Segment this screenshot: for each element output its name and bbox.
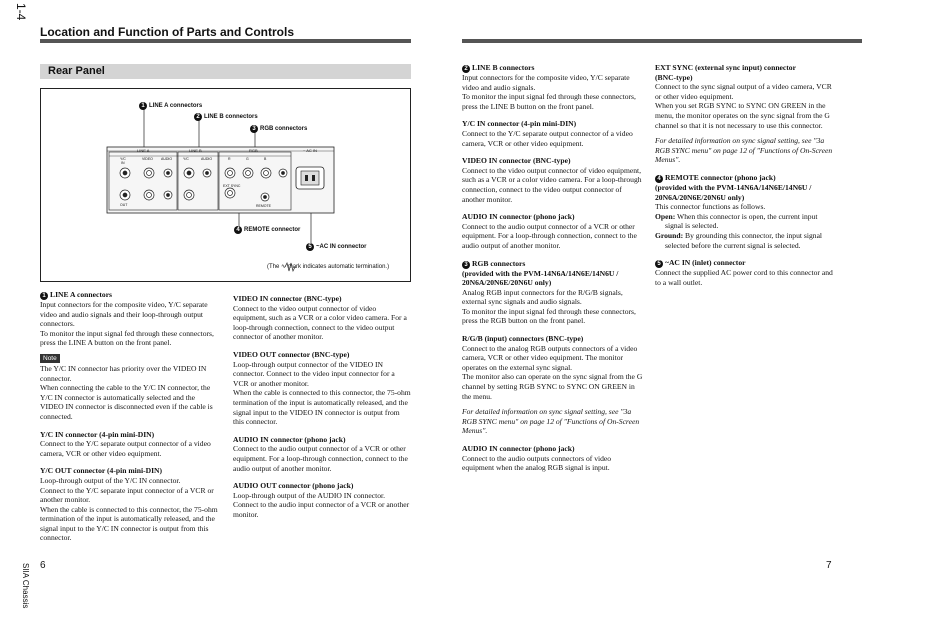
callout-line-a: 1 LINE A connectors: [139, 102, 202, 110]
column-1: [40, 290, 220, 543]
heading-yc-in-a: Y/C IN connector (4-pin mini-DIN): [40, 429, 155, 439]
panel-label-yc-b: Y/C: [183, 157, 189, 161]
callout-ac-in: 5 ~AC IN connector: [306, 243, 367, 251]
text-remote-open: Open: When this connector is open, the current input signal is selected.: [655, 211, 818, 231]
panel-label-line-b: LINE B: [189, 148, 202, 153]
panel-label-b: B: [264, 157, 267, 161]
callout-rgb: 3 RGB connectors: [250, 125, 307, 133]
panel-label-r: R: [228, 157, 231, 161]
text-line-a-2: To monitor the input signal fed through these connectors, press the LINE A button on the front panel.: [40, 328, 214, 348]
text-line-b-2: To monitor the input signal fed through these connectors, press the LINE B button on the front panel.: [462, 92, 636, 111]
text-audio-in-a: Connect to the audio output connector of a VCR or other equipment. For a loop-through connection, connect to the audio output of another monitor.: [233, 444, 408, 473]
note-sync-ref-2: For detailed information on sync signal setting, see "3a RGB SYNC menu" on page 12 of "Functions of On-Screen Menus".: [655, 136, 833, 165]
heading-video-in-b: VIDEO IN connector (BNC-type): [462, 156, 571, 166]
rear-panel-figure: [40, 88, 411, 282]
column-2: [233, 294, 411, 519]
text-rgb-input-2: The monitor also can operate on the sync signal from the G channel by setting RGB SYNC to SYNC ON GREEN in the menu.: [462, 372, 643, 401]
note-text-1: The Y/C IN connector has priority over the VIDEO IN connector.: [40, 363, 207, 383]
heading-ac-in: 5 ~AC IN (inlet) connector: [655, 258, 837, 268]
callout-remote: 4 REMOTE connector: [234, 226, 300, 234]
panel-label-in-a: IN: [121, 161, 125, 165]
text-line-a-1: Input connectors for the composite video, Y/C separate video and audio signals and their loop-through output connectors.: [40, 300, 208, 329]
heading-audio-in-rgb: AUDIO IN connector (phono jack): [462, 444, 575, 453]
panel-label-ac-in: ~ AC IN: [303, 148, 317, 153]
heading-rgb-models: (provided with the PVM-14N6A/14N6E/14N6U / 20N6A/20N6E/20N6U only): [462, 268, 619, 288]
text-yc-in-b: Connect to the Y/C separate output connector of a video camera, VCR or other video equipment.: [462, 128, 633, 148]
column-3: [462, 63, 644, 473]
note-text-2: When connecting the cable to the Y/C IN connector, the Y/C IN connector is automatically selected and the VIDEO IN connector is disconnected even if the cable is connected.: [40, 383, 213, 421]
column-4: [655, 63, 837, 287]
text-audio-in-b: Connect to the audio output connector of a VCR or other equipment. For a loop-through connection, connect to the audio output of another monitor.: [462, 221, 637, 250]
title-rule-right: [462, 39, 862, 43]
text-video-out-2: When the cable is connected to this connector, the 75-ohm termination of the input is automatically released, and the signal input to the VIDEO IN connector is output from this connector.: [233, 388, 411, 427]
panel-label-rgb: RGB: [249, 148, 258, 153]
heading-video-out: VIDEO OUT connector (BNC-type): [233, 349, 350, 359]
page-title: Location and Function of Parts and Controls: [40, 25, 294, 39]
heading-ext-sync-type: (BNC-type): [655, 72, 693, 82]
note-sync-ref-1: For detailed information on sync signal setting, see "3a RGB SYNC menu" on page 12 of "Functions of On-Screen Menus".: [462, 407, 640, 436]
text-video-out-1: Loop-through output connector of the VIDEO IN connector. Connect to the video input connector for a VCR or another monitor.: [233, 359, 395, 388]
text-video-in-b: Connect to the video output connector of video equipment, such as a VCR or a color video camera. For a loop-through connection, connect to the video output connector of another monitor.: [462, 165, 642, 204]
heading-audio-in-a: AUDIO IN connector (phono jack): [233, 434, 346, 444]
heading-rgb: 3 RGB connectors: [462, 259, 644, 269]
text-rgb-1: Analog RGB input connectors for the R/G/B signals, external sync signals and audio signals.: [462, 287, 623, 307]
heading-audio-out: AUDIO OUT connector (phono jack): [233, 481, 354, 491]
text-audio-in-rgb: Connect to the audio outputs connectors of video equipment when the analog RGB signal is input.: [462, 453, 612, 473]
panel-label-ext-sync: EXT SYNC: [223, 184, 241, 188]
side-label: SIIA Chassis: [21, 563, 30, 609]
text-ext-sync-2: When you set RGB SYNC to SYNC ON GREEN in the menu, the monitor operates on the sync signal from the G channel so that it is not necessary to use this connector.: [655, 101, 830, 130]
heading-remote-models: (provided with the PVM-14N6A/14N6E/14N6U / 20N6A/20N6E/20N6U only): [655, 182, 812, 202]
heading-line-b: 2 LINE B connectors: [462, 63, 644, 73]
heading-yc-out: Y/C OUT connector (4-pin mini-DIN): [40, 466, 163, 476]
text-video-in-a: Connect to the video output connector of video equipment, such as a VCR or a color video camera. For a loop-through connection, connect to the video output connector of another monitor.: [233, 303, 407, 342]
panel-label-line-a: LINE A: [137, 148, 150, 153]
page-number-left: 6: [40, 560, 46, 571]
text-ac-in: Connect the supplied AC power cord to this connector and to a wall outlet.: [655, 268, 833, 287]
panel-label-g: G: [246, 157, 249, 161]
note-badge: Note: [40, 354, 60, 363]
heading-line-a: 1 LINE A connectors: [40, 290, 220, 300]
panel-label-video-a: VIDEO: [142, 157, 153, 161]
page-number-right: 7: [826, 560, 832, 571]
heading-remote: 4 REMOTE connector (phono jack): [655, 173, 837, 183]
text-remote-1: This connector functions as follows.: [655, 202, 766, 212]
text-yc-out-3: When the cable is connected to this connector, the 75-ohm termination of the input is automatically released, and the signal input to the Y/C IN connector is output from this connector.: [40, 504, 218, 543]
panel-label-audio-b: AUDIO: [201, 157, 213, 161]
text-yc-out-1: Loop-through output of the Y/C IN connector.: [40, 475, 181, 485]
page-tag: 1-4: [14, 3, 28, 21]
panel-label-yc-a: Y/C: [120, 157, 126, 161]
panel-label-out-a: OUT: [120, 203, 128, 207]
heading-yc-in-b: Y/C IN connector (4-pin mini-DIN): [462, 119, 577, 129]
text-yc-out-2: Connect to the Y/C separate input connector of a VCR or another monitor.: [40, 485, 214, 505]
figure-caption: (The ∿ mark indicates automatic termination.): [267, 264, 390, 270]
text-rgb-input-1: Connect to the analog RGB outputs connectors of a video camera, VCR or other video equipment. The monitor operates on the external sync signal.: [462, 343, 638, 372]
title-rule-left: [40, 39, 411, 43]
text-yc-in-a: Connect to the Y/C separate output connector of a video camera, VCR or other video equipment.: [40, 439, 211, 458]
panel-label-remote: REMOTE: [256, 204, 271, 208]
text-remote-ground: Ground: By grounding this connector, the input signal selected before the current signal is selected.: [655, 230, 823, 250]
callout-line-b: 2 LINE B connectors: [194, 113, 258, 121]
text-ext-sync-1: Connect to the sync signal output of a video camera, VCR or other video equipment.: [655, 82, 832, 101]
heading-ext-sync: EXT SYNC (external sync input) connector: [655, 63, 796, 72]
text-line-b-1: Input connectors for the composite video, Y/C separate video and audio signals.: [462, 73, 630, 92]
heading-rgb-input: R/G/B (input) connectors (BNC-type): [462, 334, 584, 344]
heading-audio-in-b: AUDIO IN connector (phono jack): [462, 212, 575, 222]
panel-label-audio-a: AUDIO: [161, 157, 173, 161]
section-subheader: Rear Panel: [40, 64, 411, 79]
heading-video-in-a: VIDEO IN connector (BNC-type): [233, 294, 342, 303]
text-rgb-2: To monitor the input signal fed through these connectors, press the RGB button on the front panel.: [462, 306, 636, 326]
text-audio-out: Loop-through output of the AUDIO IN connector. Connect to the audio input connector of a VCR or another monitor.: [233, 490, 410, 519]
